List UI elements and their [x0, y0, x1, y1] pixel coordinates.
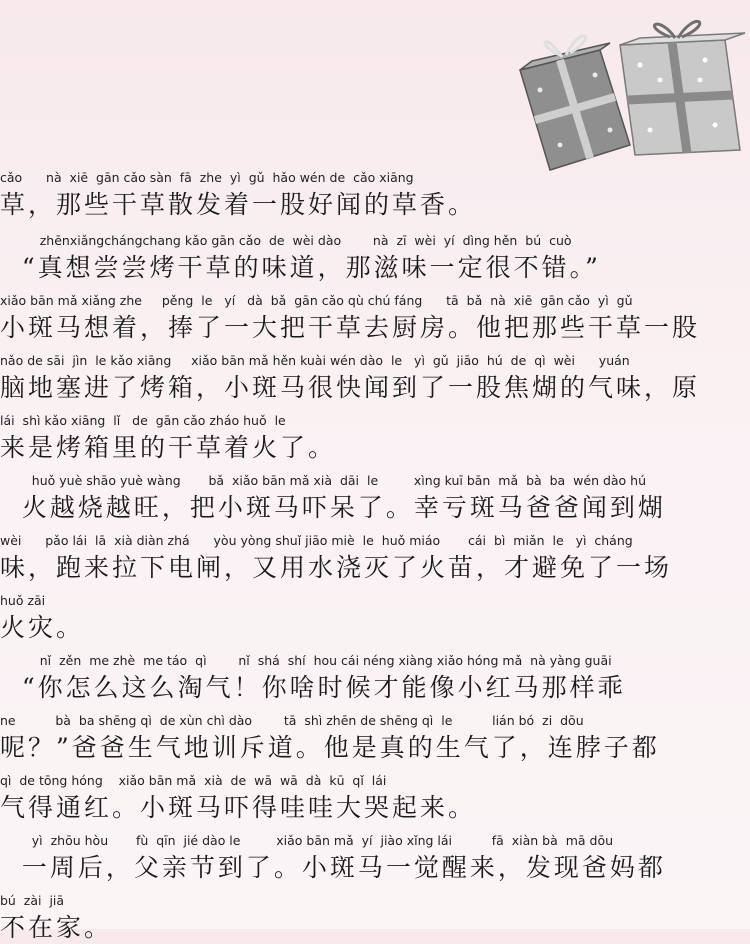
pinyin-row: yì zhōu hòu fù qīn jié dào le xiǎo bān mǎ yí jiào xǐng lái fā xiàn bà mā dōu: [0, 833, 614, 848]
pinyin-row: nǎo de sāi jìn le kǎo xiāng xiǎo bān mǎ hěn kuài wén dào le yì gǔ jiāo hú de qì wèi yuán: [0, 353, 630, 368]
hanzi-row: 不在家。: [0, 913, 113, 942]
pinyin-row: cǎo nà xiē gān cǎo sàn fā zhe yì gǔ hǎo wén de cǎo xiāng: [0, 170, 414, 185]
hanzi-row: 味，跑来拉下电闸，又用水浇灭了火苗，才避免了一场: [0, 553, 673, 582]
pinyin-row: huǒ zāi: [0, 593, 46, 608]
gift-boxes-illustration: [500, 5, 750, 180]
pinyin-row: wèi pǎo lái lā xià diàn zhá yòu yòng shuǐ jiāo miè le huǒ miáo cái bì miǎn le yì cháng: [0, 533, 633, 548]
hanzi-row: 脑地塞进了烤箱，小斑马很快闻到了一股焦煳的气味，原: [0, 373, 701, 402]
hanzi-row: 呢？”爸爸生气地训斥道。他是真的生气了，连脖子都: [0, 733, 660, 762]
pinyin-row: xiǎo bān mǎ xiǎng zhe pěng le yí dà bǎ gān cǎo qù chú fáng tā bǎ nà xiē gān cǎo yì gǔ: [0, 293, 633, 308]
pinyin-row: qì de tōng hóng xiǎo bān mǎ xià de wā wā dà kū qǐ lái: [0, 773, 387, 788]
hanzi-row: 草，那些干草散发着一股好闻的草香。: [0, 190, 477, 219]
hanzi-row: “你怎么这么淘气！你啥时候才能像小红马那样乖: [0, 673, 626, 702]
gift-box-front: [520, 36, 630, 170]
pinyin-row: lái shì kǎo xiāng lǐ de gān cǎo zháo huǒ le: [0, 413, 286, 428]
hanzi-row: 来是烤箱里的干草着火了。: [0, 433, 337, 462]
pinyin-row: nǐ zěn me zhè me táo qì nǐ shá shí hou cái néng xiàng xiǎo hóng mǎ nà yàng guāi: [0, 653, 612, 668]
hanzi-row: “真想尝尝烤干草的味道，那滋味一定很不错。”: [0, 253, 601, 282]
gift-box-back: [620, 21, 745, 155]
hanzi-row: 小斑马想着，捧了一大把干草去厨房。他把那些干草一股: [0, 313, 701, 342]
hanzi-row: 气得通红。小斑马吓得哇哇大哭起来。: [0, 793, 477, 822]
pinyin-row: huǒ yuè shāo yuè wàng bǎ xiǎo bān mǎ xià dāi le xìng kuī bān mǎ bà ba wén dào hú: [0, 473, 647, 488]
hanzi-row: 火越烧越旺，把小斑马吓呆了。幸亏斑马爸爸闻到煳: [0, 493, 666, 522]
pinyin-row: ne bà ba shēng qì de xùn chì dào tā shì zhēn de shēng qì le lián bó zi dōu: [0, 713, 584, 728]
hanzi-row: 火灾。: [0, 613, 85, 642]
pinyin-row: zhēnxiǎngchángchang kǎo gān cǎo de wèi dào nà zī wèi yí dìng hěn bú cuò: [0, 233, 572, 248]
hanzi-row: 一周后，父亲节到了。小斑马一觉醒来，发现爸妈都: [0, 853, 666, 882]
pinyin-row: bú zài jiā: [0, 893, 65, 908]
